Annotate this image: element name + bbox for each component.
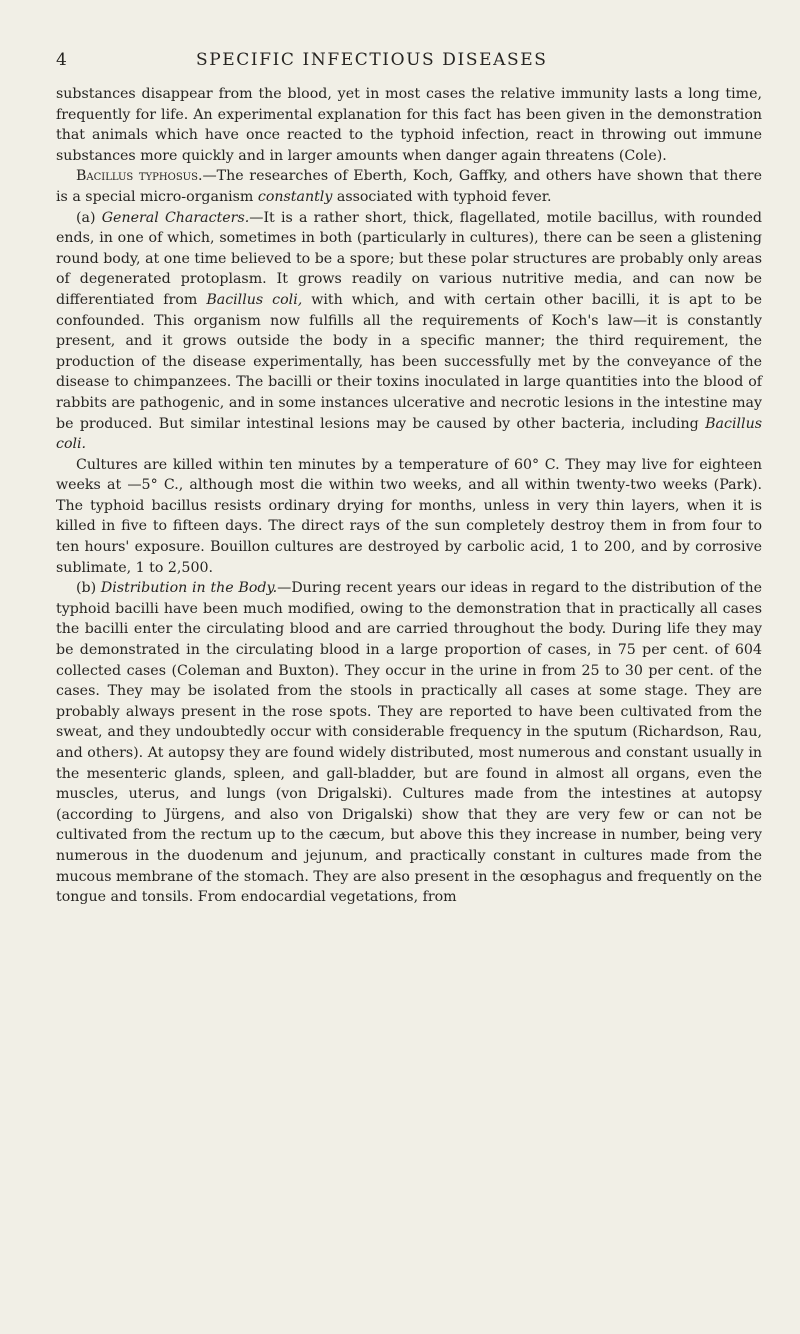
body-text: [56, 84, 762, 908]
paragraph-text: associated with typhoid fever.: [332, 188, 552, 205]
paragraph-text: with which, and with certain other bacilli, it is apt to be confounded. This organism now fulfills all the requirements of Koch's law—it is constantly present, and it grows outside the body in a specific manner; the third requirement, the production of the disease experimentally, has been successfully met by the conveyance of the disease to chimpanzees. The bacilli or their toxins inoculated in large quantities into the blood of rabbits are pathogenic, and in some instances ulcerative and necrotic lesions in the intestine may be produced. But similar intestinal lesions may be caused by other bacteria, including: [56, 291, 762, 432]
book-page: [56, 50, 762, 908]
paragraph-cultures: [56, 455, 762, 579]
paragraph-text: —During recent years our ideas in regard to the distribution of the typhoid bacilli have been much modified, owing to the demonstration that in practically all cases the bacilli enter the circulating blood and are carried throughout the body. During life they may be demonstrated in the circulating blood in a large proportion of cases, in 75 per cent. of 604 collected cases (Coleman and Buxton). They occur in the urine in from 25 to 30 per cent. of the cases. They may be isolated from the stools in practically all cases at some stage. They are probably always present in the rose spots. They are reported to have been cultivated from the sweat, and they undoubtedly occur with considerable frequency in the sputum (Richardson, Rau, and others). At autopsy they are found widely distributed, most numerous and constant usually in the mesenteric glands, spleen, and gall-bladder, but are found in almost all organs, even the muscles, uterus, and lungs (von Drigalski). Cultures made from the intestines at autopsy (according to Jürgens, and also von Drigalski) show that they are very few or can not be cultivated from the rectum up to the cæcum, but above this they increase in number, being very numerous in the duodenum and jejunum, and practically constant in cultures made from the mucous membrane of the stomach. They are also present in the œsophagus and frequently on the tongue and tonsils. From endocardial vegetations, from: [56, 580, 762, 906]
emphasis-text: Bacillus coli,: [206, 291, 303, 308]
paragraph-text: Cultures are killed within ten minutes by a temperature of 60° C. They may live for eighteen weeks at —5° C., although most die within two weeks, and all within twenty-two weeks (Park). The typhoid bacillus resists ordinary drying for months, unless in very thin layers, when it is killed in five to fifteen days. The direct rays of the sun completely destroy them in from four to ten hours' exposure. Bouillon cultures are destroyed by carbolic acid, 1 to 200, and by corrosive sublimate, 1 to 2,500.: [56, 456, 762, 576]
paragraph-text: —The researches of Eberth, Koch, Gaffky, and others have shown that there is a special micro-organism: [56, 168, 762, 205]
paragraph-general-characters: [56, 208, 762, 455]
subsection-heading: Distribution in the Body.: [100, 580, 278, 597]
emphasis-text: Bacillus coli.: [56, 415, 762, 453]
subsection-heading: General Characters.: [101, 209, 250, 226]
paragraph-distribution: [56, 578, 762, 908]
running-title: SPECIFIC INFECTIOUS DISEASES: [196, 50, 548, 70]
page-header: [56, 50, 762, 84]
emphasis-text: constantly: [257, 188, 333, 205]
subsection-label: (a): [76, 209, 102, 226]
paragraph-bacillus-typhosus: [56, 166, 762, 207]
paragraph-text: substances disappear from the blood, yet in most cases the relative immunity lasts a long time, frequently for life. An experimental explanation for this fact has been given in the demonstration that animals which have once reacted to the typhoid infection, react in throwing out immune substances more quickly and in larger amounts when danger again threatens (Cole).: [56, 86, 762, 164]
paragraph-immunity: [56, 84, 762, 166]
subsection-label: (b): [76, 580, 101, 597]
paragraph-text: —It is a rather short, thick, flagellated, motile bacillus, with rounded ends, in one of which, sometimes in both (particularly in cultures), there can be seen a glistening round body, at one time believed to be a spore; but these polar structures are probably only areas of degenerated protoplasm. It grows readily on various nutritive media, and can now be differentiated from: [56, 209, 762, 308]
page-number: 4: [56, 50, 69, 70]
section-lead: Bacillus typhosus.: [76, 168, 203, 185]
